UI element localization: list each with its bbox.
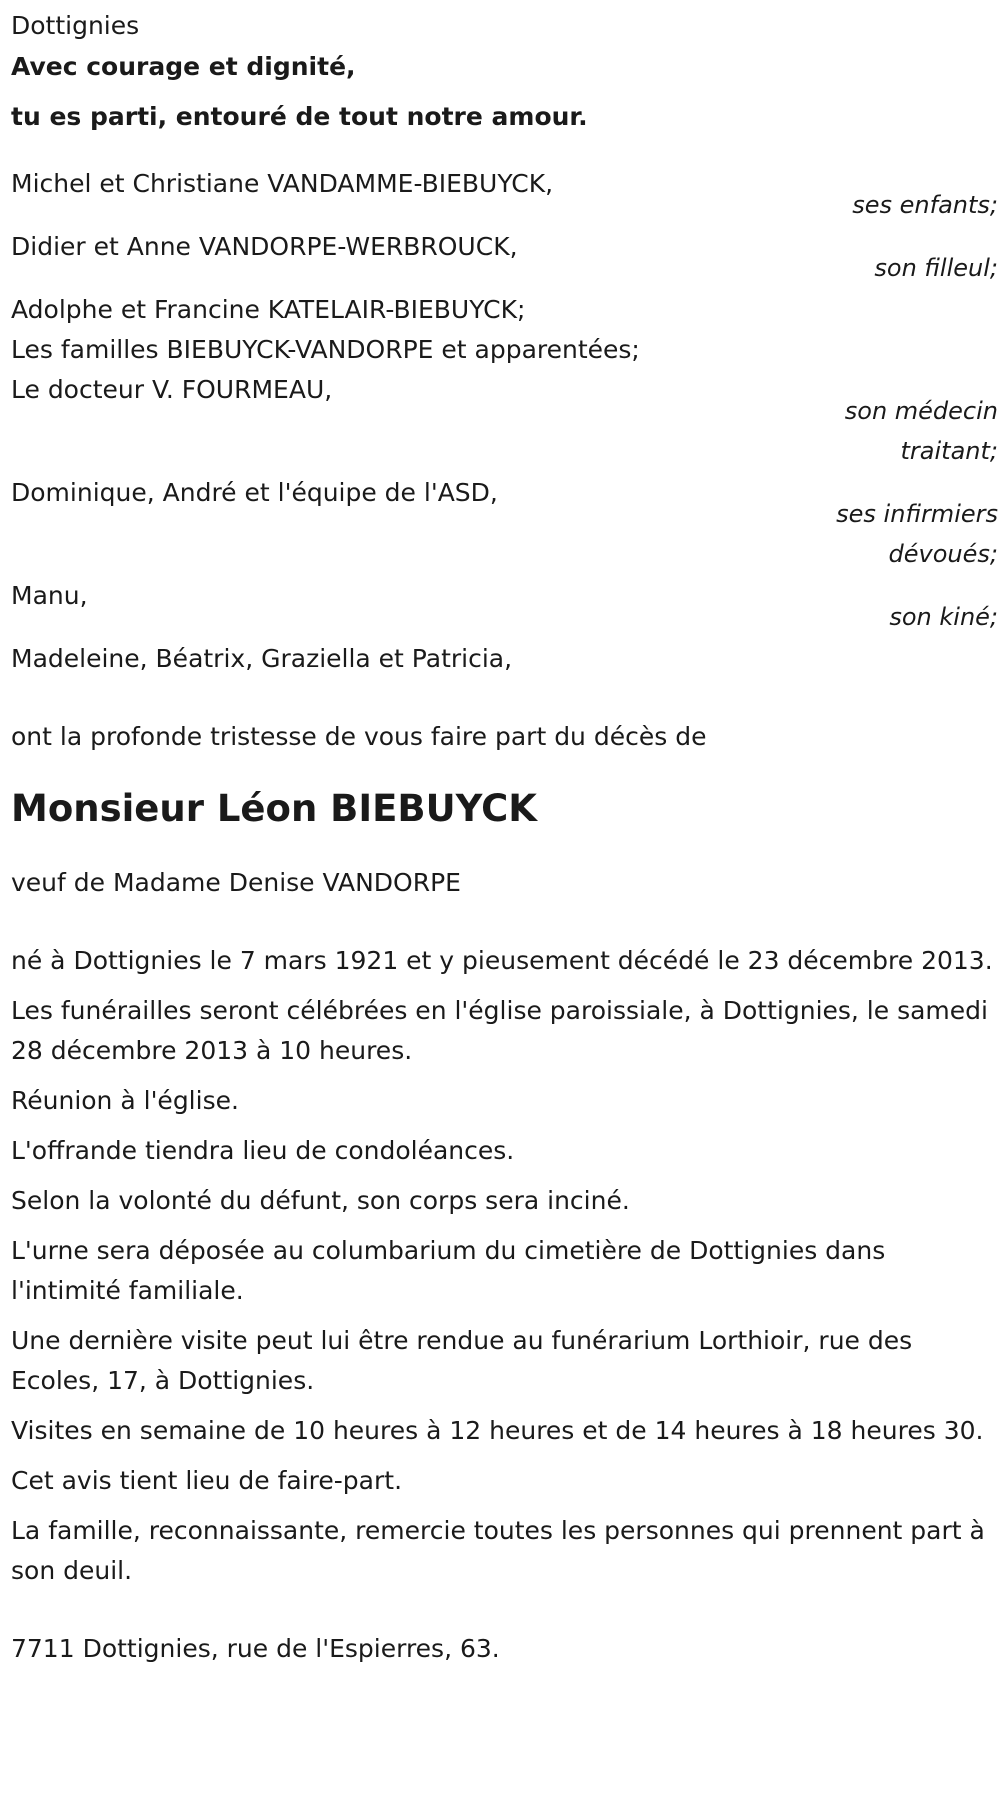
family-row-children [11, 164, 998, 227]
family-name: Le docteur V. FOURMEAU, [11, 375, 333, 404]
detail-notice: Cet avis tient lieu de faire-part. [11, 1466, 403, 1495]
family-row-friends [11, 639, 998, 679]
family-name: Dominique, André et l'équipe de l'ASD, [11, 478, 498, 507]
family-row-katelair [11, 290, 998, 330]
detail-meeting: Réunion à l'église. [11, 1086, 239, 1115]
detail-birth-death: né à Dottignies le 7 mars 1921 et y pieusement décédé le 23 décembre 2013. [11, 946, 993, 975]
family-name: Madeleine, Béatrix, Graziella et Patricia, [11, 644, 513, 673]
family-name: Michel et Christiane VANDAMME-BIEBUYCK, [11, 169, 554, 198]
family-row-nurses [11, 473, 998, 576]
family-row-families [11, 330, 998, 370]
family-name: Adolphe et Francine KATELAIR-BIEBUYCK; [11, 295, 526, 324]
detail-visit-location: Une dernière visite peut lui être rendue au funérarium Lorthioir, rue des Ecoles, 17, à Dottignies. [11, 1326, 913, 1395]
detail-offering: L'offrande tiendra lieu de condoléances. [11, 1136, 515, 1165]
detail-visit-hours: Visites en semaine de 10 heures à 12 heures et de 14 heures à 18 heures 30. [11, 1416, 984, 1445]
family-name: Les familles BIEBUYCK-VANDORPE et apparentées; [11, 335, 640, 364]
family-role: son filleul; [874, 254, 998, 282]
detail-cremation: Selon la volonté du défunt, son corps sera inciné. [11, 1186, 630, 1215]
verse-line-2: tu es parti, entouré de tout notre amour. [11, 102, 588, 131]
family-role-line1: son médecin [844, 397, 998, 425]
detail-urn: L'urne sera déposée au columbarium du cimetière de Dottignies dans l'intimité familiale. [11, 1236, 886, 1305]
family-name: Manu, [11, 581, 88, 610]
family-role-line2: dévoués; [888, 540, 998, 568]
family-role-line2: traitant; [900, 437, 998, 465]
widower-text: veuf de Madame Denise VANDORPE [11, 868, 461, 897]
family-row-godson [11, 227, 998, 290]
detail-thanks: La famille, reconnaissante, remercie toutes les personnes qui prennent part à son deuil. [11, 1516, 985, 1585]
address: 7711 Dottignies, rue de l'Espierres, 63. [11, 1634, 500, 1663]
announcement-text: ont la profonde tristesse de vous faire part du décès de [11, 722, 707, 751]
detail-funeral: Les funérailles seront célébrées en l'église paroissiale, à Dottignies, le samedi 28 décembre 2013 à 10 heures. [11, 996, 988, 1065]
deceased-name: Monsieur Léon BIEBUYCK [11, 787, 537, 830]
family-row-doctor [11, 370, 998, 473]
location-heading: Dottignies [11, 11, 140, 40]
family-role-line1: ses infirmiers [836, 500, 998, 528]
family-role: son kiné; [889, 603, 998, 631]
family-row-physio [11, 576, 998, 639]
family-name: Didier et Anne VANDORPE-WERBROUCK, [11, 232, 518, 261]
family-role: ses enfants; [852, 191, 998, 219]
verse-line-1: Avec courage et dignité, [11, 52, 356, 81]
